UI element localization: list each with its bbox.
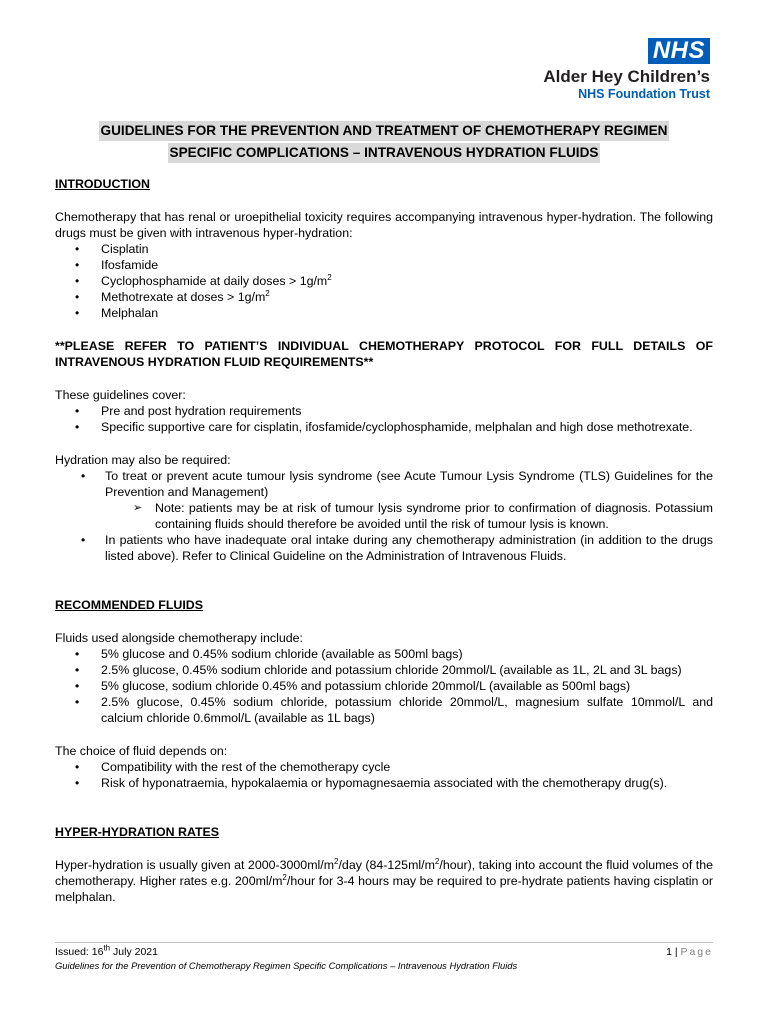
hydration-intro: Hydration may also be required: <box>55 453 231 467</box>
list-item: • To treat or prevent acute tumour lysis syndrome (see Acute Tumour Lysis Syndrome (TLS) Guidelines for the Prevention and Management) ➢ Note: patients may be at risk of tumour lysis syndrome prior to confirmation of diagnosis. Potassium containing fluids should therefore be avoided until the risk of tumour lysis is known. <box>55 468 713 532</box>
introduction-paragraph: Chemotherapy that has renal or uroepithelial toxicity requires accompanying intravenous hyper-hydration. The following drugs must be given with intravenous hyper-hydration: <box>55 210 713 240</box>
page-number: 1 | Page <box>666 946 713 958</box>
footer-doc-title: Guidelines for the Prevention of Chemotherapy Regimen Specific Complications – Intravenous Hydration Fluids <box>55 960 518 971</box>
title-line-1: GUIDELINES FOR THE PREVENTION AND TREATMENT OF CHEMOTHERAPY REGIMEN <box>99 121 670 141</box>
list-item: • 5% glucose and 0.45% sodium chloride (available as 500ml bags) <box>55 646 713 662</box>
title-line-2: SPECIFIC COMPLICATIONS – INTRAVENOUS HYDRATION FLUIDS <box>168 143 601 163</box>
list-item: • Compatibility with the rest of the chemotherapy cycle <box>55 759 713 775</box>
fluids-list <box>55 646 713 726</box>
list-item: • Pre and post hydration requirements <box>55 403 713 419</box>
document-body <box>55 176 713 905</box>
list-item: ➢ Note: patients may be at risk of tumour lysis syndrome prior to confirmation of diagnosis. Potassium containing fluids should therefore be avoided until the risk of tumour lysis is known. <box>105 500 713 532</box>
page-footer <box>55 942 713 972</box>
list-item: • Melphalan <box>55 305 713 321</box>
list-item: • Cisplatin <box>55 241 713 257</box>
list-item: • Specific supportive care for cisplatin, ifosfamide/cyclophosphamide, melphalan and high dose methotrexate. <box>55 419 713 435</box>
org-name: Alder Hey Children’s <box>543 67 710 86</box>
list-item: • 5% glucose, sodium chloride 0.45% and potassium chloride 20mmol/L (available as 500ml bags) <box>55 678 713 694</box>
introduction-heading: INTRODUCTION <box>55 177 150 191</box>
fluids-intro: Fluids used alongside chemotherapy include: <box>55 631 303 645</box>
covers-list <box>55 403 713 435</box>
page-title <box>0 120 768 164</box>
list-item: • 2.5% glucose, 0.45% sodium chloride, potassium chloride 20mmol/L, magnesium sulfate 10mmol/L and calcium chloride 0.6mmol/L (available as 1L bags) <box>55 694 713 726</box>
list-item: • In patients who have inadequate oral intake during any chemotherapy administration (in addition to the drugs listed above). Refer to Clinical Guideline on the Administration of Intravenous Fluids. <box>55 532 713 564</box>
covers-intro: These guidelines cover: <box>55 388 186 402</box>
list-item: • Risk of hyponatraemia, hypokalaemia or hypomagnesaemia associated with the chemotherapy drug(s). <box>55 775 713 791</box>
org-sub: NHS Foundation Trust <box>578 87 710 101</box>
issued-date: Issued: 16th July 2021 <box>55 943 158 958</box>
list-item: • Ifosfamide <box>55 257 713 273</box>
rates-paragraph: Hyper-hydration is usually given at $2000-3000ml/m^2$/day $(84-125ml/m^2/hour)$, taking into account the fluid volumes of the chemotherapy. Higher rates e.g. $200ml/m^2$/hour for 3-4 hours may be required to pre-hydrate patients having cisplatin or melphalan. <box>55 856 713 904</box>
rates-heading: HYPER-HYDRATION RATES <box>55 825 220 839</box>
nhs-logo <box>510 38 710 102</box>
protocol-note: **PLEASE REFER TO PATIENT’S INDIVIDUAL CHEMOTHERAPY PROTOCOL FOR FULL DETAILS OF INTRAVENOUS HYDRATION FLUID REQUIREMENTS** <box>55 339 713 369</box>
list-item: • Methotrexate at doses > $1g/m^2$ <box>55 289 713 305</box>
choice-list <box>55 759 713 791</box>
list-item: • Cyclophosphamide at daily doses > $1g/m^2$ <box>55 273 713 289</box>
choice-intro: The choice of fluid depends on: <box>55 744 228 758</box>
fluids-heading: RECOMMENDED FLUIDS <box>55 598 203 612</box>
nhs-badge: NHS <box>648 38 710 64</box>
hydration-list <box>55 468 713 564</box>
hydration-sublist <box>105 500 713 532</box>
list-item: • 2.5% glucose, 0.45% sodium chloride and potassium chloride 20mmol/L (available as 1L, 2L and 3L bags) <box>55 662 713 678</box>
drug-list <box>55 241 713 321</box>
